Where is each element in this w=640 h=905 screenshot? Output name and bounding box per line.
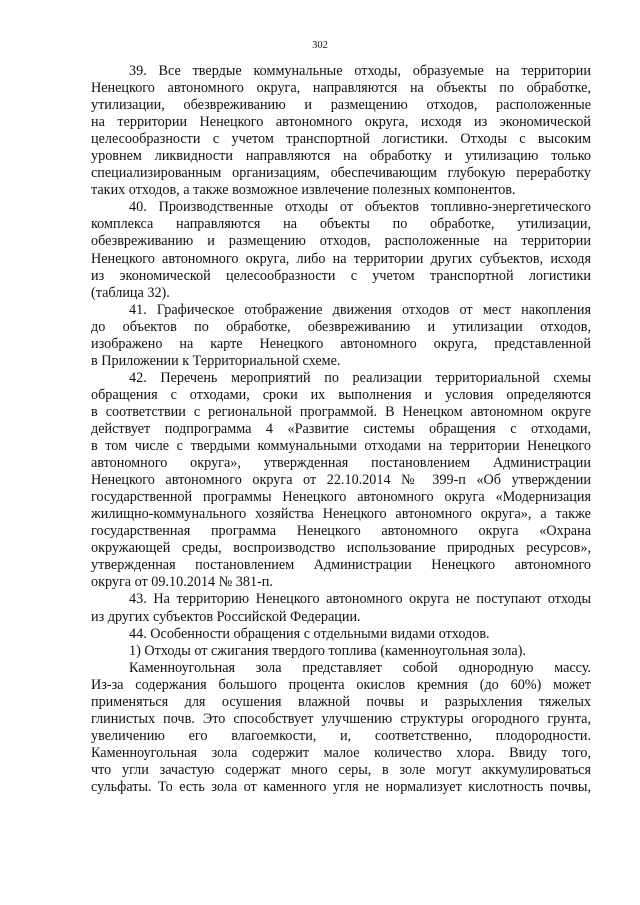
text-line: уровнем ликвидности направляются на обработку и утилизацию только <box>91 148 591 165</box>
text-line: специализированным организациям, обеспечивающим глубокую переработку <box>91 165 591 182</box>
text-line: из экономической целесообразности с учетом транспортной логистики <box>91 267 591 284</box>
document-body <box>91 63 591 796</box>
text-line: (таблица 32). <box>91 284 170 301</box>
text-line: Ненецкого автономного округа, либо на территории других субъектов, исходя <box>91 250 591 267</box>
text-line: из других субъектов Российской Федерации. <box>91 608 361 625</box>
text-line: целесообразности с учетом транспортной логистики. Отходы с высоким <box>91 131 591 148</box>
text-line: до объектов по обработке, обезвреживанию и утилизации отходов, <box>91 318 591 335</box>
text-line: 1) Отходы от сжигания твердого топлива (каменноугольная зола). <box>129 642 526 659</box>
text-line: применяться для осушения влажной почвы и разрыхления тяжелых <box>91 693 591 710</box>
text-line: в соответствии с региональной программой. В Ненецком автономном округе <box>91 403 591 420</box>
text-line: обращения с отходами, сроки их выполнения и условия определяются <box>91 386 591 403</box>
text-line: Каменноугольная зола представляет собой однородную массу. <box>129 659 591 676</box>
text-line: в Приложении к Территориальной схеме. <box>91 352 341 369</box>
text-line: автономного округа», утвержденная постановлением Администрации <box>91 455 591 472</box>
text-line: 43. На территорию Ненецкого автономного округа не поступают отходы <box>129 591 591 608</box>
text-line: Ненецкого автономного округа от 22.10.2014 № 399-п «Об утверждении <box>91 472 591 489</box>
text-line: изображено на карте Ненецкого автономного округа, представленной <box>91 335 591 352</box>
text-line: 41. Графическое отображение движения отходов от мест накопления <box>129 301 591 318</box>
text-line: в том числе с твердыми коммунальными отходами на территории Ненецкого <box>91 438 591 455</box>
text-line: увеличению его влагоемкости, и, соответственно, плодородности. <box>91 727 591 744</box>
text-line: сульфаты. То есть зола от каменного угля не нормализует кислотность почвы, <box>91 778 591 795</box>
text-line: утвержденная постановлением Администрации Ненецкого автономного <box>91 557 591 574</box>
text-line: таких отходов, а также возможное извлечение полезных компонентов. <box>91 182 516 199</box>
page-number: 302 <box>312 40 328 51</box>
text-line: 40. Производственные отходы от объектов топливно-энергетического <box>129 199 591 216</box>
text-line: комплекса направляются на объекты по обработке, утилизации, <box>91 216 591 233</box>
text-line: обезвреживанию и размещению отходов, расположенные на территории <box>91 233 591 250</box>
text-line: окружающей среды, воспроизводство использование природных ресурсов», <box>91 540 591 557</box>
text-line: государственной программы Ненецкого автономного округа «Модернизация <box>91 489 591 506</box>
text-line: что угли зачастую содержат много серы, в золе могут аккумулироваться <box>91 761 591 778</box>
text-line: глинистых почв. Это способствует улучшению структуры огородного грунта, <box>91 710 591 727</box>
text-line: на территории Ненецкого автономного округа, исходя из экономической <box>91 114 591 131</box>
text-line: Каменноугольная зола содержит малое количество хлора. Ввиду того, <box>91 744 591 761</box>
text-line: Из-за содержания большого процента окислов кремния (до 60%) может <box>91 676 591 693</box>
text-line: государственная программа Ненецкого автономного округа «Охрана <box>91 523 591 540</box>
text-line: Ненецкого автономного округа, направляются на объекты по обработке, <box>91 80 591 97</box>
text-line: округа от 09.10.2014 № 381-п. <box>91 574 273 591</box>
text-line: 44. Особенности обращения с отдельными видами отходов. <box>129 625 490 642</box>
text-line: утилизации, обезвреживанию и размещению отходов, расположенные <box>91 97 591 114</box>
text-line: 39. Все твердые коммунальные отходы, образуемые на территории <box>129 63 591 79</box>
text-line: действует подпрограмма 4 «Развитие системы обращения с отходами, <box>91 420 591 437</box>
text-line: жилищно-коммунального хозяйства Ненецкого автономного округа», а также <box>91 506 591 523</box>
text-line: 42. Перечень мероприятий по реализации территориальной схемы <box>129 369 591 386</box>
